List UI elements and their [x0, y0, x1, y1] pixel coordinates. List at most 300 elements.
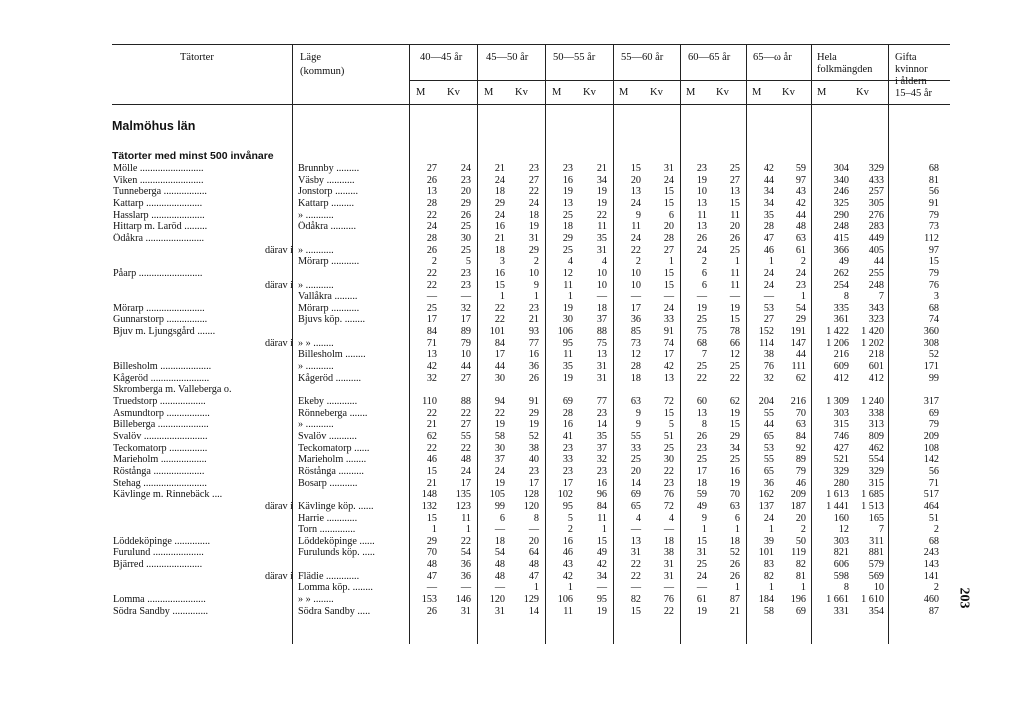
value-cell: 31: [596, 372, 607, 384]
value-cell: 601: [868, 361, 884, 373]
table-row: [0, 280, 1024, 291]
value-cell: 48: [795, 221, 806, 233]
value-cell: 44: [795, 209, 806, 221]
value-cell: 48: [494, 559, 505, 571]
value-cell: 38: [528, 442, 539, 454]
value-cell: 30: [494, 372, 505, 384]
value-cell: 24: [696, 244, 707, 256]
value-cell: 19: [562, 372, 573, 384]
value-cell: 1: [800, 291, 806, 303]
value-cell: 360: [923, 326, 939, 338]
value-cell: 97: [928, 244, 939, 256]
value-cell: 20: [630, 465, 641, 477]
value-cell: —: [596, 291, 607, 303]
value-cell: 77: [596, 396, 607, 407]
table-row: [0, 198, 1024, 209]
place-name: Billesholm ....................: [113, 361, 212, 373]
value-cell: 28: [763, 221, 774, 233]
table-row: [0, 536, 1024, 547]
value-cell: 1: [465, 524, 471, 536]
header-married-2: kvinnor: [895, 64, 928, 75]
municipality-name: » ...........: [298, 361, 334, 373]
value-cell: 63: [729, 500, 740, 512]
municipality-name: Lomma köp. ........: [298, 582, 373, 594]
value-cell: 257: [868, 186, 884, 198]
value-cell: 152: [758, 326, 774, 338]
header-bottom-rule: [112, 104, 950, 105]
sex-m: M: [552, 87, 562, 98]
value-cell: —: [696, 582, 707, 594]
value-cell: 99: [928, 372, 939, 384]
table-row: [0, 256, 1024, 267]
value-cell: 19: [596, 186, 607, 198]
table-row: [0, 233, 1024, 244]
table-row: [0, 524, 1024, 535]
value-cell: 32: [596, 454, 607, 466]
value-cell: 54: [795, 302, 806, 314]
value-cell: 15: [630, 163, 641, 174]
value-cell: 28: [426, 232, 437, 244]
value-cell: 1 240: [861, 396, 884, 407]
value-cell: 78: [729, 326, 740, 338]
value-cell: 24: [630, 232, 641, 244]
value-cell: 19: [528, 419, 539, 431]
value-cell: 36: [528, 361, 539, 373]
table-row: [0, 419, 1024, 430]
value-cell: 70: [729, 489, 740, 501]
value-cell: 91: [528, 396, 539, 407]
municipality-name: Marieholm ........: [298, 454, 367, 466]
value-cell: 4: [567, 256, 573, 268]
value-cell: —: [596, 582, 607, 594]
value-cell: 1: [734, 524, 740, 536]
sex-kv: Kv: [447, 87, 460, 98]
value-cell: 9: [635, 419, 641, 431]
sex-m: M: [752, 87, 762, 98]
value-cell: 21: [426, 419, 437, 431]
value-cell: 44: [795, 349, 806, 361]
value-cell: 598: [833, 570, 849, 582]
value-cell: 11: [730, 209, 740, 221]
value-cell: 26: [426, 174, 437, 186]
value-cell: 62: [795, 372, 806, 384]
value-cell: 33: [630, 442, 641, 454]
value-cell: 44: [873, 256, 884, 268]
value-cell: 2: [933, 524, 939, 536]
value-cell: 11: [730, 279, 740, 291]
value-cell: —: [494, 582, 505, 594]
value-cell: 79: [928, 209, 939, 221]
value-cell: 1: [768, 582, 774, 594]
value-cell: 69: [562, 396, 573, 407]
value-cell: 137: [758, 500, 774, 512]
value-cell: 35: [562, 361, 573, 373]
place-name: Bjuv m. Ljungsgård .......: [113, 326, 216, 338]
header-age-60-65: 60—65 år: [688, 52, 731, 63]
value-cell: 35: [596, 430, 607, 442]
value-cell: 22: [663, 465, 674, 477]
municipality-name: » ...........: [298, 244, 334, 256]
value-cell: 361: [833, 314, 849, 326]
value-cell: 21: [729, 605, 740, 617]
value-cell: 6: [499, 512, 505, 524]
value-cell: 1 420: [861, 326, 884, 338]
value-cell: 111: [791, 361, 806, 373]
table-row: [0, 303, 1024, 314]
value-cell: 209: [923, 430, 939, 442]
value-cell: 42: [562, 570, 573, 582]
value-cell: 105: [489, 489, 505, 501]
value-cell: 15: [729, 314, 740, 326]
place-name: Bjärred ......................: [113, 559, 203, 571]
value-cell: 12: [630, 349, 641, 361]
value-cell: 76: [928, 279, 939, 291]
value-cell: 6: [701, 267, 707, 279]
value-cell: 41: [562, 430, 573, 442]
value-cell: 412: [868, 372, 884, 384]
value-cell: 11: [597, 512, 607, 524]
value-cell: 554: [868, 454, 884, 466]
value-cell: 36: [763, 477, 774, 489]
value-cell: 25: [696, 454, 707, 466]
value-cell: 83: [763, 559, 774, 571]
place-name: Röstånga ....................: [113, 465, 205, 477]
value-cell: 82: [630, 594, 641, 606]
value-cell: 21: [596, 163, 607, 174]
place-name: därav i: [264, 337, 293, 349]
value-cell: 521: [833, 454, 849, 466]
value-cell: 22: [528, 186, 539, 198]
value-cell: 106: [557, 594, 573, 606]
value-cell: 23: [528, 465, 539, 477]
value-cell: 24: [763, 512, 774, 524]
value-cell: 609: [833, 361, 849, 373]
place-name: Påarp .........................: [113, 267, 203, 279]
value-cell: 28: [426, 197, 437, 209]
value-cell: 31: [663, 163, 674, 174]
municipality-name: Röstånga ..........: [298, 465, 364, 477]
place-name: Skromberga m. Valleberga o.: [113, 384, 232, 396]
value-cell: 18: [596, 302, 607, 314]
value-cell: 64: [528, 547, 539, 559]
value-cell: 119: [791, 547, 806, 559]
value-cell: 329: [868, 163, 884, 174]
value-cell: 5: [465, 256, 471, 268]
value-cell: 84: [426, 326, 437, 338]
value-cell: 120: [523, 500, 539, 512]
value-cell: 187: [790, 500, 806, 512]
value-cell: 19: [596, 197, 607, 209]
value-cell: 58: [494, 430, 505, 442]
municipality-name: Furulunds köp. .....: [298, 547, 375, 559]
value-cell: 46: [562, 547, 573, 559]
value-cell: 26: [460, 209, 471, 221]
value-cell: 13: [696, 407, 707, 419]
value-cell: 99: [494, 500, 505, 512]
value-cell: 14: [630, 477, 641, 489]
place-name: Billeberga ....................: [113, 419, 209, 431]
value-cell: 25: [729, 454, 740, 466]
value-cell: 81: [928, 174, 939, 186]
municipality-name: Torn ..............: [298, 524, 356, 536]
place-name: Hasslarp .....................: [113, 209, 205, 221]
value-cell: 132: [421, 500, 437, 512]
value-cell: 19: [729, 407, 740, 419]
value-cell: 2: [533, 256, 539, 268]
value-cell: 55: [630, 430, 641, 442]
value-cell: 19: [729, 302, 740, 314]
value-cell: 15: [729, 197, 740, 209]
value-cell: 1 441: [826, 500, 849, 512]
value-cell: 33: [562, 454, 573, 466]
value-cell: 33: [663, 314, 674, 326]
place-name: därav i: [264, 570, 293, 582]
value-cell: 2: [800, 524, 806, 536]
value-cell: 462: [868, 442, 884, 454]
value-cell: 95: [562, 337, 573, 349]
value-cell: 75: [696, 326, 707, 338]
value-cell: 517: [923, 489, 939, 501]
value-cell: —: [663, 291, 674, 303]
value-cell: 254: [833, 279, 849, 291]
header-age-40-45: 40—45 år: [420, 52, 463, 63]
value-cell: 184: [758, 594, 774, 606]
place-name: Gunnarstorp ................: [113, 314, 208, 326]
value-cell: 61: [795, 244, 806, 256]
value-cell: 37: [494, 454, 505, 466]
value-cell: 7: [701, 349, 707, 361]
value-cell: 24: [663, 302, 674, 314]
value-cell: 412: [833, 372, 849, 384]
value-cell: 1: [701, 524, 707, 536]
value-cell: 10: [460, 349, 471, 361]
value-cell: 464: [923, 500, 939, 512]
sex-m: M: [484, 87, 494, 98]
table-row: [0, 175, 1024, 186]
header-location: Läge: [300, 52, 321, 63]
value-cell: 120: [489, 594, 505, 606]
value-cell: 18: [494, 535, 505, 547]
value-cell: 23: [562, 465, 573, 477]
sex-kv: Kv: [716, 87, 729, 98]
value-cell: 433: [868, 174, 884, 186]
value-cell: 6: [668, 209, 674, 221]
value-cell: 162: [758, 489, 774, 501]
value-cell: 54: [460, 547, 471, 559]
municipality-name: Jonstorp .........: [298, 186, 358, 198]
value-cell: 44: [494, 361, 505, 373]
value-cell: 8: [843, 291, 849, 303]
value-cell: 123: [455, 500, 471, 512]
value-cell: 60: [696, 396, 707, 407]
value-cell: 27: [729, 174, 740, 186]
value-cell: 48: [460, 454, 471, 466]
value-cell: 338: [868, 407, 884, 419]
value-cell: 22: [630, 559, 641, 571]
value-cell: 24: [663, 174, 674, 186]
value-cell: 22: [696, 372, 707, 384]
value-cell: 22: [426, 267, 437, 279]
value-cell: 40: [528, 454, 539, 466]
value-cell: 1 613: [826, 489, 849, 501]
value-cell: 1: [567, 582, 573, 594]
municipality-name: » » ........: [298, 594, 334, 606]
value-cell: 8: [843, 582, 849, 594]
value-cell: 315: [833, 419, 849, 431]
value-cell: 2: [933, 582, 939, 594]
value-cell: 75: [596, 337, 607, 349]
value-cell: 19: [562, 302, 573, 314]
value-cell: 42: [663, 361, 674, 373]
value-cell: 16: [729, 465, 740, 477]
value-cell: 335: [833, 302, 849, 314]
table-row: [0, 513, 1024, 524]
value-cell: 51: [663, 430, 674, 442]
value-cell: 23: [562, 442, 573, 454]
municipality-name: Ekeby ............: [298, 396, 358, 407]
value-cell: —: [663, 582, 674, 594]
value-cell: —: [630, 291, 641, 303]
place-name: därav i: [264, 279, 293, 291]
municipality-name: Kävlinge köp. ......: [298, 500, 374, 512]
value-cell: 89: [460, 326, 471, 338]
value-cell: 17: [630, 302, 641, 314]
value-cell: 20: [528, 535, 539, 547]
value-cell: 24: [494, 209, 505, 221]
value-cell: 49: [696, 500, 707, 512]
value-cell: 18: [729, 535, 740, 547]
value-cell: 22: [460, 442, 471, 454]
sex-m: M: [817, 87, 827, 98]
value-cell: 48: [528, 559, 539, 571]
table-row: [0, 501, 1024, 512]
value-cell: 77: [528, 337, 539, 349]
value-cell: 35: [763, 209, 774, 221]
value-cell: 606: [833, 559, 849, 571]
value-cell: 29: [528, 244, 539, 256]
value-cell: 21: [528, 314, 539, 326]
value-cell: 48: [426, 559, 437, 571]
value-cell: 55: [763, 407, 774, 419]
value-cell: 49: [838, 256, 849, 268]
place-name: Kävlinge m. Rinnebäck ....: [113, 489, 223, 501]
value-cell: 87: [928, 605, 939, 617]
value-cell: 102: [557, 489, 573, 501]
value-cell: 25: [696, 361, 707, 373]
value-cell: 25: [562, 244, 573, 256]
value-cell: 36: [460, 559, 471, 571]
value-cell: 70: [795, 407, 806, 419]
value-cell: 17: [562, 477, 573, 489]
value-cell: 9: [533, 279, 539, 291]
value-cell: 25: [729, 163, 740, 174]
value-cell: 30: [562, 314, 573, 326]
value-cell: 142: [923, 454, 939, 466]
value-cell: 340: [833, 174, 849, 186]
table-row: [0, 373, 1024, 384]
value-cell: 29: [460, 197, 471, 209]
value-cell: 18: [663, 535, 674, 547]
value-cell: 6: [701, 279, 707, 291]
value-cell: 11: [563, 605, 573, 617]
value-cell: 95: [596, 594, 607, 606]
value-cell: 1: [768, 256, 774, 268]
value-cell: 22: [426, 407, 437, 419]
value-cell: 22: [426, 209, 437, 221]
header-place: Tätorter: [180, 52, 214, 63]
value-cell: 7: [878, 524, 884, 536]
page-number: 203: [956, 587, 972, 609]
value-cell: 56: [928, 465, 939, 477]
municipality-name: Södra Sandby .....: [298, 605, 371, 617]
value-cell: 92: [795, 442, 806, 454]
value-cell: 1 202: [861, 337, 884, 349]
value-cell: 579: [868, 559, 884, 571]
value-cell: 1: [734, 582, 740, 594]
value-cell: 17: [460, 477, 471, 489]
value-cell: 76: [663, 489, 674, 501]
value-cell: 18: [528, 209, 539, 221]
value-cell: 28: [663, 232, 674, 244]
value-cell: 415: [833, 232, 849, 244]
value-cell: 26: [426, 244, 437, 256]
value-cell: 22: [596, 209, 607, 221]
header-married: Gifta: [895, 52, 917, 63]
value-cell: 20: [795, 512, 806, 524]
value-cell: 30: [494, 442, 505, 454]
value-cell: —: [763, 291, 774, 303]
table-row: [0, 221, 1024, 232]
value-cell: 15: [663, 267, 674, 279]
value-cell: 22: [630, 570, 641, 582]
table-row: [0, 582, 1024, 593]
value-cell: 31: [528, 232, 539, 244]
value-cell: 29: [426, 535, 437, 547]
value-cell: 95: [562, 500, 573, 512]
value-cell: 24: [494, 174, 505, 186]
value-cell: 35: [596, 232, 607, 244]
value-cell: 280: [833, 477, 849, 489]
value-cell: 881: [868, 547, 884, 559]
value-cell: 26: [696, 430, 707, 442]
value-cell: 106: [557, 326, 573, 338]
value-cell: 34: [763, 197, 774, 209]
value-cell: 15: [663, 279, 674, 291]
value-cell: 12: [729, 349, 740, 361]
value-cell: —: [630, 582, 641, 594]
value-cell: 91: [663, 326, 674, 338]
value-cell: 25: [729, 361, 740, 373]
value-cell: 15: [630, 605, 641, 617]
value-cell: —: [729, 291, 740, 303]
sex-kv: Kv: [650, 87, 663, 98]
value-cell: 79: [795, 465, 806, 477]
table-row: [0, 291, 1024, 302]
value-cell: 79: [460, 337, 471, 349]
municipality-name: Mörarp ...........: [298, 256, 360, 268]
value-cell: 61: [696, 594, 707, 606]
municipality-name: Harrie ............: [298, 512, 358, 524]
value-cell: 34: [596, 570, 607, 582]
value-cell: 27: [426, 163, 437, 174]
value-cell: 21: [426, 477, 437, 489]
value-cell: 303: [833, 407, 849, 419]
value-cell: 15: [426, 512, 437, 524]
value-cell: 4: [668, 512, 674, 524]
value-cell: 21: [494, 232, 505, 244]
table-row: [0, 547, 1024, 558]
place-name: Teckomatorp ...............: [113, 442, 208, 454]
